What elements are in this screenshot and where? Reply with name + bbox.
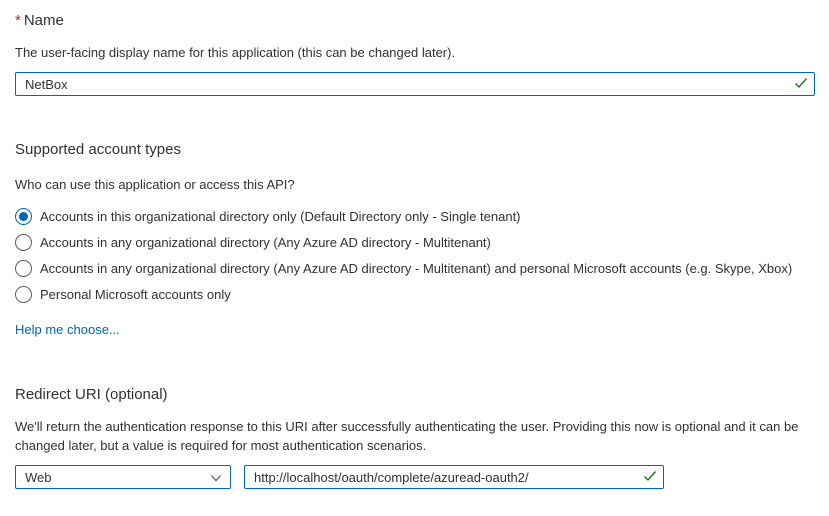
radio-unselected-icon	[15, 260, 32, 277]
name-input[interactable]	[15, 72, 815, 96]
radio-option-label: Accounts in any organizational directory (Any Azure AD directory - Multitenant) and personal Microsoft accounts (e.g. Skype, Xbox)	[40, 260, 793, 276]
name-section	[15, 11, 815, 96]
redirect-uri-input-container	[244, 465, 664, 489]
required-asterisk: *	[15, 12, 21, 29]
supported-account-types-section	[15, 140, 815, 339]
account-types-heading: Supported account types	[15, 141, 181, 158]
name-section-heading	[15, 11, 815, 31]
radio-option-multitenant[interactable]	[15, 229, 815, 255]
radio-option-label: Personal Microsoft accounts only	[40, 286, 231, 302]
redirect-uri-input[interactable]	[244, 465, 664, 489]
chevron-down-icon	[210, 472, 222, 484]
redirect-uri-description: We'll return the authentication response to this URI after successfully authenticating the user. Providing this now is optional and it can be changed later, but a value is required for most authentication scenarios.	[15, 419, 799, 453]
radio-selected-icon	[15, 208, 32, 225]
radio-option-multitenant-personal[interactable]	[15, 255, 815, 281]
name-input-container	[15, 72, 815, 96]
help-me-choose-link[interactable]: Help me choose...	[15, 322, 120, 337]
radio-option-single-tenant[interactable]	[15, 203, 815, 229]
radio-unselected-icon	[15, 286, 32, 303]
account-type-radio-group	[15, 203, 815, 307]
platform-selected-value: Web	[25, 469, 52, 485]
redirect-uri-controls	[15, 465, 815, 489]
name-description: The user-facing display name for this application (this can be changed later).	[15, 45, 456, 60]
redirect-uri-heading: Redirect URI (optional)	[15, 386, 168, 403]
name-heading-label: Name	[23, 12, 64, 29]
platform-select-dropdown[interactable]	[15, 465, 231, 489]
radio-unselected-icon	[15, 234, 32, 251]
redirect-uri-section	[15, 385, 815, 489]
radio-option-label: Accounts in this organizational directory only (Default Directory only - Single tenant)	[40, 208, 521, 224]
radio-option-label: Accounts in any organizational directory (Any Azure AD directory - Multitenant)	[40, 234, 491, 250]
account-types-question: Who can use this application or access this API?	[15, 177, 295, 192]
radio-option-personal-only[interactable]	[15, 281, 815, 307]
